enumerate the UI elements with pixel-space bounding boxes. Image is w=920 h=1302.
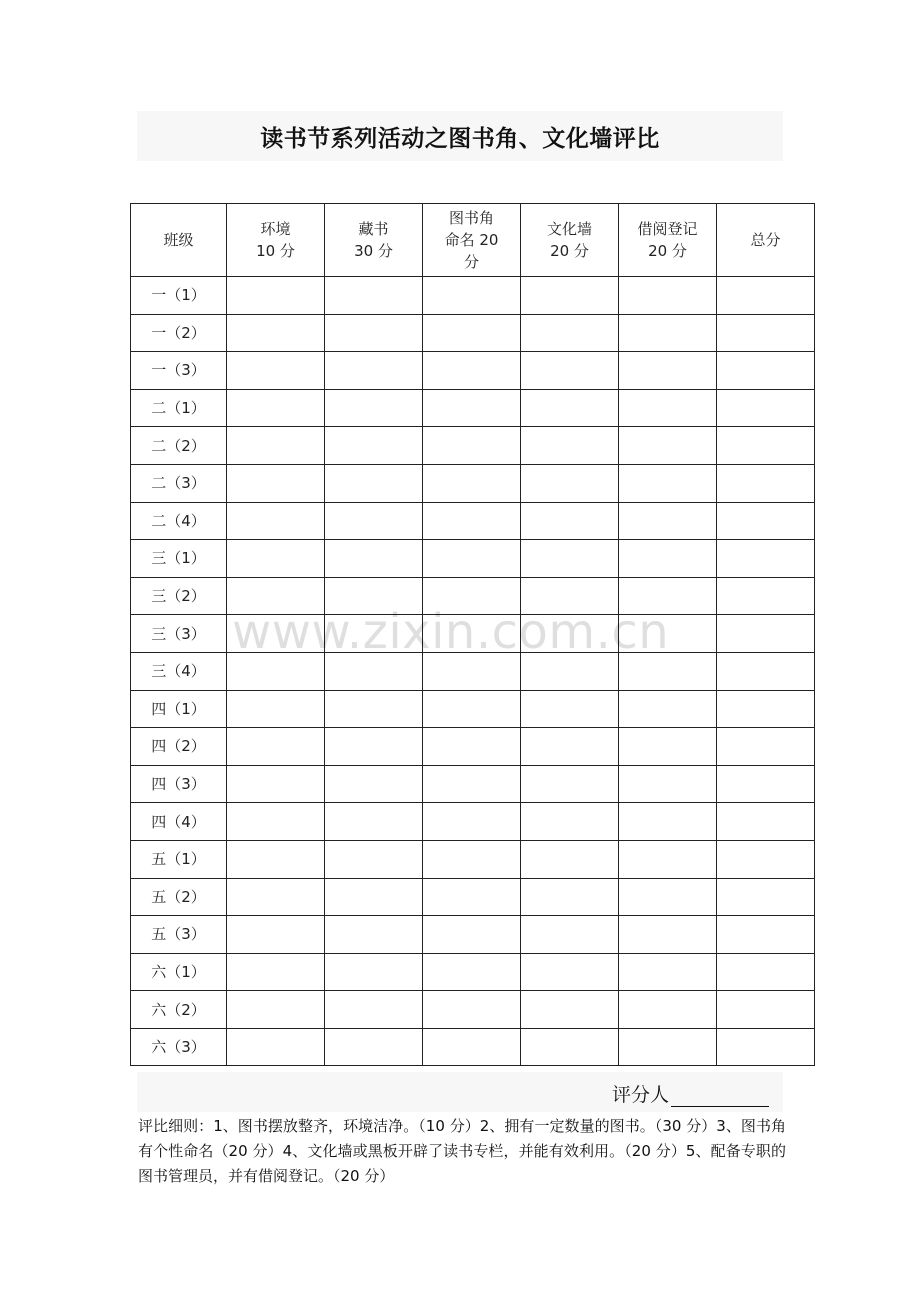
score-cell[interactable] <box>717 765 815 803</box>
score-cell[interactable] <box>619 389 717 427</box>
score-cell[interactable] <box>521 878 619 916</box>
score-cell[interactable] <box>619 803 717 841</box>
score-cell[interactable] <box>227 840 325 878</box>
score-cell[interactable] <box>227 464 325 502</box>
score-cell[interactable] <box>619 427 717 465</box>
table-header <box>131 204 815 277</box>
evaluator-signature <box>612 1080 769 1107</box>
score-cell[interactable] <box>325 540 423 578</box>
rules-text: 评比细则：1、图书摆放整齐，环境洁净。（10 分）2、拥有一定数量的图书。（30 分）3、图书角有个性命名（20 分）4、文化墙或黑板开辟了读书专栏，并能有效利用。（20 分）5、配备专职的图书管理员，并有借阅登记。（20 分） <box>138 1117 786 1185</box>
score-cell[interactable] <box>717 464 815 502</box>
class-name-cell: 四（2） <box>131 728 227 766</box>
score-cell[interactable] <box>717 277 815 315</box>
score-cell[interactable] <box>717 540 815 578</box>
score-cell[interactable] <box>227 352 325 390</box>
score-cell[interactable] <box>717 690 815 728</box>
class-name-cell: 六（3） <box>131 1028 227 1066</box>
score-cell[interactable] <box>619 991 717 1029</box>
title-band <box>137 111 783 161</box>
score-cell[interactable] <box>619 540 717 578</box>
table-row <box>131 389 815 427</box>
header-cell-line: 命名 20 <box>444 231 499 249</box>
score-cell[interactable] <box>423 389 521 427</box>
class-name-cell: 一（3） <box>131 352 227 390</box>
class-name-cell: 三（2） <box>131 577 227 615</box>
class-name-cell: 二（3） <box>131 464 227 502</box>
class-name-cell: 三（4） <box>131 652 227 690</box>
score-cell[interactable] <box>325 389 423 427</box>
score-cell[interactable] <box>717 1028 815 1066</box>
score-cell[interactable] <box>619 615 717 653</box>
score-cell[interactable] <box>717 577 815 615</box>
score-cell[interactable] <box>717 840 815 878</box>
class-name-cell: 一（2） <box>131 314 227 352</box>
header-cell-line: 20 分 <box>550 242 589 260</box>
score-cell[interactable] <box>227 991 325 1029</box>
score-cell[interactable] <box>717 878 815 916</box>
score-cell[interactable] <box>325 840 423 878</box>
score-cell[interactable] <box>619 464 717 502</box>
score-cell[interactable] <box>325 765 423 803</box>
score-cell[interactable] <box>325 314 423 352</box>
score-cell[interactable] <box>423 314 521 352</box>
score-cell[interactable] <box>227 652 325 690</box>
class-name-cell: 三（3） <box>131 615 227 653</box>
score-cell[interactable] <box>227 314 325 352</box>
score-cell[interactable] <box>619 652 717 690</box>
header-cell-line: 借阅登记 <box>637 220 698 238</box>
table-row <box>131 991 815 1029</box>
score-cell[interactable] <box>521 803 619 841</box>
header-cell-line: 总分 <box>750 231 781 249</box>
score-cell[interactable] <box>619 277 717 315</box>
score-cell[interactable] <box>521 765 619 803</box>
score-cell[interactable] <box>227 878 325 916</box>
header-cell <box>423 204 521 277</box>
header-cell <box>521 204 619 277</box>
score-cell[interactable] <box>619 352 717 390</box>
score-cell[interactable] <box>325 991 423 1029</box>
score-cell[interactable] <box>325 352 423 390</box>
score-cell[interactable] <box>423 277 521 315</box>
score-cell[interactable] <box>423 840 521 878</box>
score-cell[interactable] <box>325 878 423 916</box>
score-cell[interactable] <box>521 840 619 878</box>
class-name-cell: 一（1） <box>131 277 227 315</box>
table-row <box>131 502 815 540</box>
score-cell[interactable] <box>717 953 815 991</box>
score-cell[interactable] <box>227 389 325 427</box>
header-cell-line: 文化墙 <box>546 220 592 238</box>
score-cell[interactable] <box>717 615 815 653</box>
header-cell-line: 分 <box>463 253 479 271</box>
table-row <box>131 916 815 954</box>
table-row <box>131 352 815 390</box>
score-table <box>130 203 815 1066</box>
score-cell[interactable] <box>423 615 521 653</box>
header-cell-line: 图书角 <box>448 209 494 227</box>
score-cell[interactable] <box>325 953 423 991</box>
score-cell[interactable] <box>227 427 325 465</box>
table-row <box>131 840 815 878</box>
table-row <box>131 540 815 578</box>
class-name-cell: 五（2） <box>131 878 227 916</box>
score-cell[interactable] <box>619 1028 717 1066</box>
score-cell[interactable] <box>521 277 619 315</box>
table-row <box>131 615 815 653</box>
class-name-cell: 六（2） <box>131 991 227 1029</box>
score-cell[interactable] <box>227 277 325 315</box>
header-cell-line: 30 分 <box>354 242 393 260</box>
class-name-cell: 四（1） <box>131 690 227 728</box>
score-cell[interactable] <box>619 953 717 991</box>
score-cell[interactable] <box>227 765 325 803</box>
score-cell[interactable] <box>521 352 619 390</box>
watermark: www.zixin.com.cn <box>232 604 670 660</box>
table-row <box>131 765 815 803</box>
score-cell[interactable] <box>717 728 815 766</box>
score-cell[interactable] <box>423 577 521 615</box>
score-cell[interactable] <box>227 690 325 728</box>
class-name-cell: 四（4） <box>131 803 227 841</box>
score-cell[interactable] <box>227 502 325 540</box>
score-cell[interactable] <box>521 540 619 578</box>
score-cell[interactable] <box>423 690 521 728</box>
header-cell <box>227 204 325 277</box>
score-cell[interactable] <box>521 427 619 465</box>
class-name-cell: 二（4） <box>131 502 227 540</box>
table-row <box>131 314 815 352</box>
score-cell[interactable] <box>423 916 521 954</box>
header-cell-line: 环境 <box>260 220 291 238</box>
score-cell[interactable] <box>325 728 423 766</box>
class-name-cell: 三（1） <box>131 540 227 578</box>
score-cell[interactable] <box>521 502 619 540</box>
score-cell[interactable] <box>227 615 325 653</box>
score-cell[interactable] <box>521 652 619 690</box>
score-cell[interactable] <box>717 314 815 352</box>
score-cell[interactable] <box>423 464 521 502</box>
score-cell[interactable] <box>717 803 815 841</box>
score-cell[interactable] <box>423 1028 521 1066</box>
class-name-cell: 二（1） <box>131 389 227 427</box>
score-cell[interactable] <box>717 991 815 1029</box>
score-cell[interactable] <box>325 916 423 954</box>
score-cell[interactable] <box>325 615 423 653</box>
score-cell[interactable] <box>619 840 717 878</box>
header-cell <box>619 204 717 277</box>
table-row <box>131 1028 815 1066</box>
table-row <box>131 690 815 728</box>
score-cell[interactable] <box>423 540 521 578</box>
class-name-cell: 五（3） <box>131 916 227 954</box>
evaluator-label: 评分人 <box>611 1084 669 1106</box>
score-cell[interactable] <box>325 427 423 465</box>
score-cell[interactable] <box>423 427 521 465</box>
score-cell[interactable] <box>423 728 521 766</box>
table-row <box>131 577 815 615</box>
score-cell[interactable] <box>325 652 423 690</box>
score-cell[interactable] <box>325 577 423 615</box>
score-cell[interactable] <box>325 464 423 502</box>
score-cell[interactable] <box>227 540 325 578</box>
class-name-cell: 六（1） <box>131 953 227 991</box>
score-cell[interactable] <box>227 953 325 991</box>
header-cell-line: 20 分 <box>648 242 687 260</box>
score-cell[interactable] <box>227 916 325 954</box>
score-cell[interactable] <box>325 690 423 728</box>
score-cell[interactable] <box>521 577 619 615</box>
score-cell[interactable] <box>227 1028 325 1066</box>
table-row <box>131 953 815 991</box>
score-cell[interactable] <box>717 352 815 390</box>
header-cell <box>131 204 227 277</box>
score-cell[interactable] <box>423 803 521 841</box>
score-cell[interactable] <box>521 615 619 653</box>
score-cell[interactable] <box>227 803 325 841</box>
class-name-cell: 四（3） <box>131 765 227 803</box>
score-cell[interactable] <box>619 878 717 916</box>
table-row <box>131 277 815 315</box>
score-cell[interactable] <box>521 916 619 954</box>
header-cell-line: 10 分 <box>256 242 295 260</box>
class-name-cell: 二（2） <box>131 427 227 465</box>
score-cell[interactable] <box>717 652 815 690</box>
table-row <box>131 427 815 465</box>
table-body <box>131 277 815 1066</box>
score-cell[interactable] <box>325 277 423 315</box>
score-cell[interactable] <box>619 577 717 615</box>
page-title: 读书节系列活动之图书角、文化墙评比 <box>260 125 660 152</box>
score-cell[interactable] <box>619 690 717 728</box>
score-cell[interactable] <box>325 803 423 841</box>
evaluator-band <box>137 1072 783 1112</box>
score-cell[interactable] <box>521 953 619 991</box>
class-name-cell: 五（1） <box>131 840 227 878</box>
score-cell[interactable] <box>423 352 521 390</box>
score-cell[interactable] <box>423 652 521 690</box>
score-cell[interactable] <box>521 389 619 427</box>
header-cell-line: 藏书 <box>358 220 389 238</box>
evaluator-signature-line[interactable] <box>671 1086 769 1107</box>
score-cell[interactable] <box>717 502 815 540</box>
score-cell[interactable] <box>423 953 521 991</box>
score-cell[interactable] <box>521 690 619 728</box>
score-cell[interactable] <box>521 314 619 352</box>
score-cell[interactable] <box>423 991 521 1029</box>
header-row <box>131 204 815 277</box>
header-cell <box>325 204 423 277</box>
score-cell[interactable] <box>619 502 717 540</box>
score-cell[interactable] <box>325 1028 423 1066</box>
score-cell[interactable] <box>423 765 521 803</box>
table-row <box>131 803 815 841</box>
score-cell[interactable] <box>717 389 815 427</box>
score-cell[interactable] <box>717 916 815 954</box>
score-cell[interactable] <box>423 502 521 540</box>
score-cell[interactable] <box>227 728 325 766</box>
score-cell[interactable] <box>423 878 521 916</box>
score-cell[interactable] <box>619 314 717 352</box>
score-cell[interactable] <box>325 502 423 540</box>
score-cell[interactable] <box>717 427 815 465</box>
score-cell[interactable] <box>619 765 717 803</box>
header-cell <box>717 204 815 277</box>
score-cell[interactable] <box>227 577 325 615</box>
table-row <box>131 652 815 690</box>
header-cell-line: 班级 <box>163 231 194 249</box>
score-cell[interactable] <box>521 991 619 1029</box>
score-cell[interactable] <box>619 916 717 954</box>
score-cell[interactable] <box>521 1028 619 1066</box>
score-cell[interactable] <box>619 728 717 766</box>
table-row <box>131 728 815 766</box>
table-row <box>131 464 815 502</box>
score-cell[interactable] <box>521 464 619 502</box>
score-cell[interactable] <box>521 728 619 766</box>
table-row <box>131 878 815 916</box>
